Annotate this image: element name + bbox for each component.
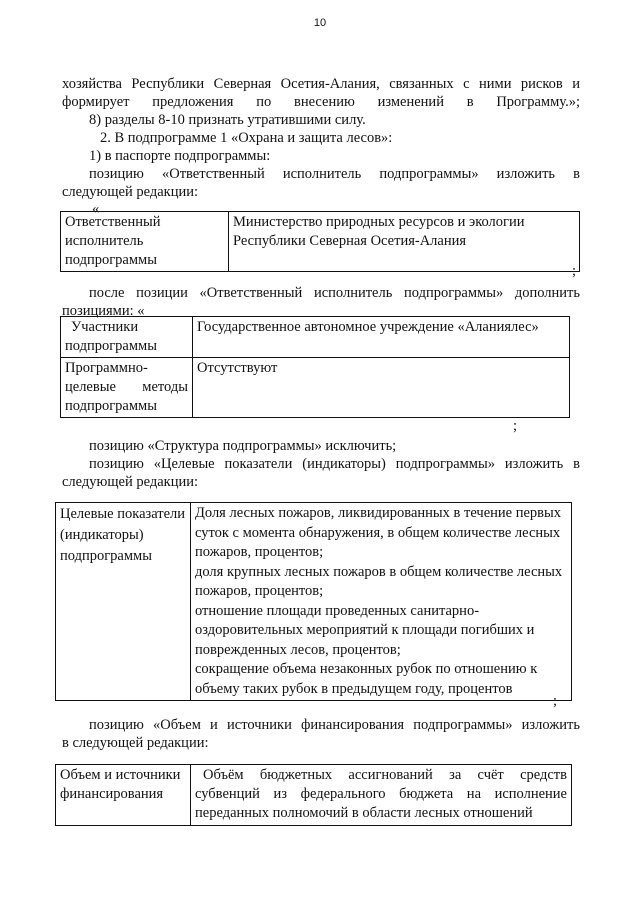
paragraph-funding-line1: позицию «Объем и источники финансирования подпрограммы» изложить [89, 717, 580, 733]
item-2-1: 1) в паспорте подпрограммы: [89, 148, 271, 164]
paragraph-after-line2: позициями: « [62, 303, 145, 319]
table-targets [55, 502, 572, 701]
table-cell-value: Доля лесных пожаров, ликвидированных в течение первых суток с момента обнаружения, в общем количестве лесных пожаров, процентов; доля крупных лесных пожаров в общем количестве лесных пожаров, процентов; отношение площади проведенных санитарно-оздоровительных мероприятий к площади погибших и поврежденных лесов, процентов; сокращение объема незаконных рубок по отношению к объему таких рубок в предыдущем году, процентов [191, 503, 572, 701]
paragraph-structure: позицию «Структура подпрограммы» исключить; [89, 438, 397, 454]
paragraph-after-line1: после позиции «Ответственный исполнитель подпрограммы» дополнить [89, 285, 580, 301]
table-cell-label: Объем и источники финансирования [56, 765, 191, 826]
paragraph-funding-line2: в следующей редакции: [62, 735, 209, 751]
table-funding [55, 764, 572, 826]
table-responsible [60, 211, 580, 272]
table-row [56, 765, 572, 826]
table-cell-value: Министерство природных ресурсов и экологии Республики Северная Осетия-Алания [229, 212, 580, 272]
table-row [61, 212, 580, 272]
table-cell-value: Государственное автономное учреждение «Аланиялес» [193, 317, 570, 358]
table-row [61, 358, 570, 418]
table-row [61, 317, 570, 358]
quote-open: « [92, 201, 100, 217]
table-cell-value: Отсутствуют [193, 358, 570, 418]
table-row [56, 503, 572, 701]
paragraph-intro: хозяйства Республики Северная Осетия-Алания, связанных с ними рисков и формирует предложения по внесению изменений в Программу.»; [62, 76, 580, 110]
table-cell-label: Программно-целевые методы подпрограммы [61, 358, 193, 418]
semicolon: ; [553, 693, 558, 709]
paragraph-targets-line1: позицию «Целевые показатели (индикаторы) подпрограммы» изложить в [89, 456, 580, 472]
table-cell-label: Ответственный исполнитель подпрограммы [61, 212, 229, 272]
semicolon: ; [513, 418, 518, 434]
paragraph-responsible-line1: позицию «Ответственный исполнитель подпрограммы» изложить в [89, 166, 580, 182]
table-participants [60, 316, 570, 418]
item-2: 2. В подпрограмме 1 «Охрана и защита лесов»: [100, 130, 393, 146]
page-number: 10 [313, 17, 327, 29]
paragraph-responsible-line2: следующей редакции: [62, 184, 199, 200]
table-cell-value: Объём бюджетных ассигнований за счёт средств субвенций из федерального бюджета на исполнение переданных полномочий в области лесных отношений [191, 765, 572, 826]
paragraph-targets-line2: следующей редакции: [62, 474, 199, 490]
semicolon: ; [572, 263, 577, 279]
item-8: 8) разделы 8-10 признать утратившими силу. [89, 112, 366, 128]
table-cell-label: Целевые показатели (индикаторы) подпрограммы [56, 503, 191, 701]
table-cell-label: Участники подпрограммы [61, 317, 193, 358]
